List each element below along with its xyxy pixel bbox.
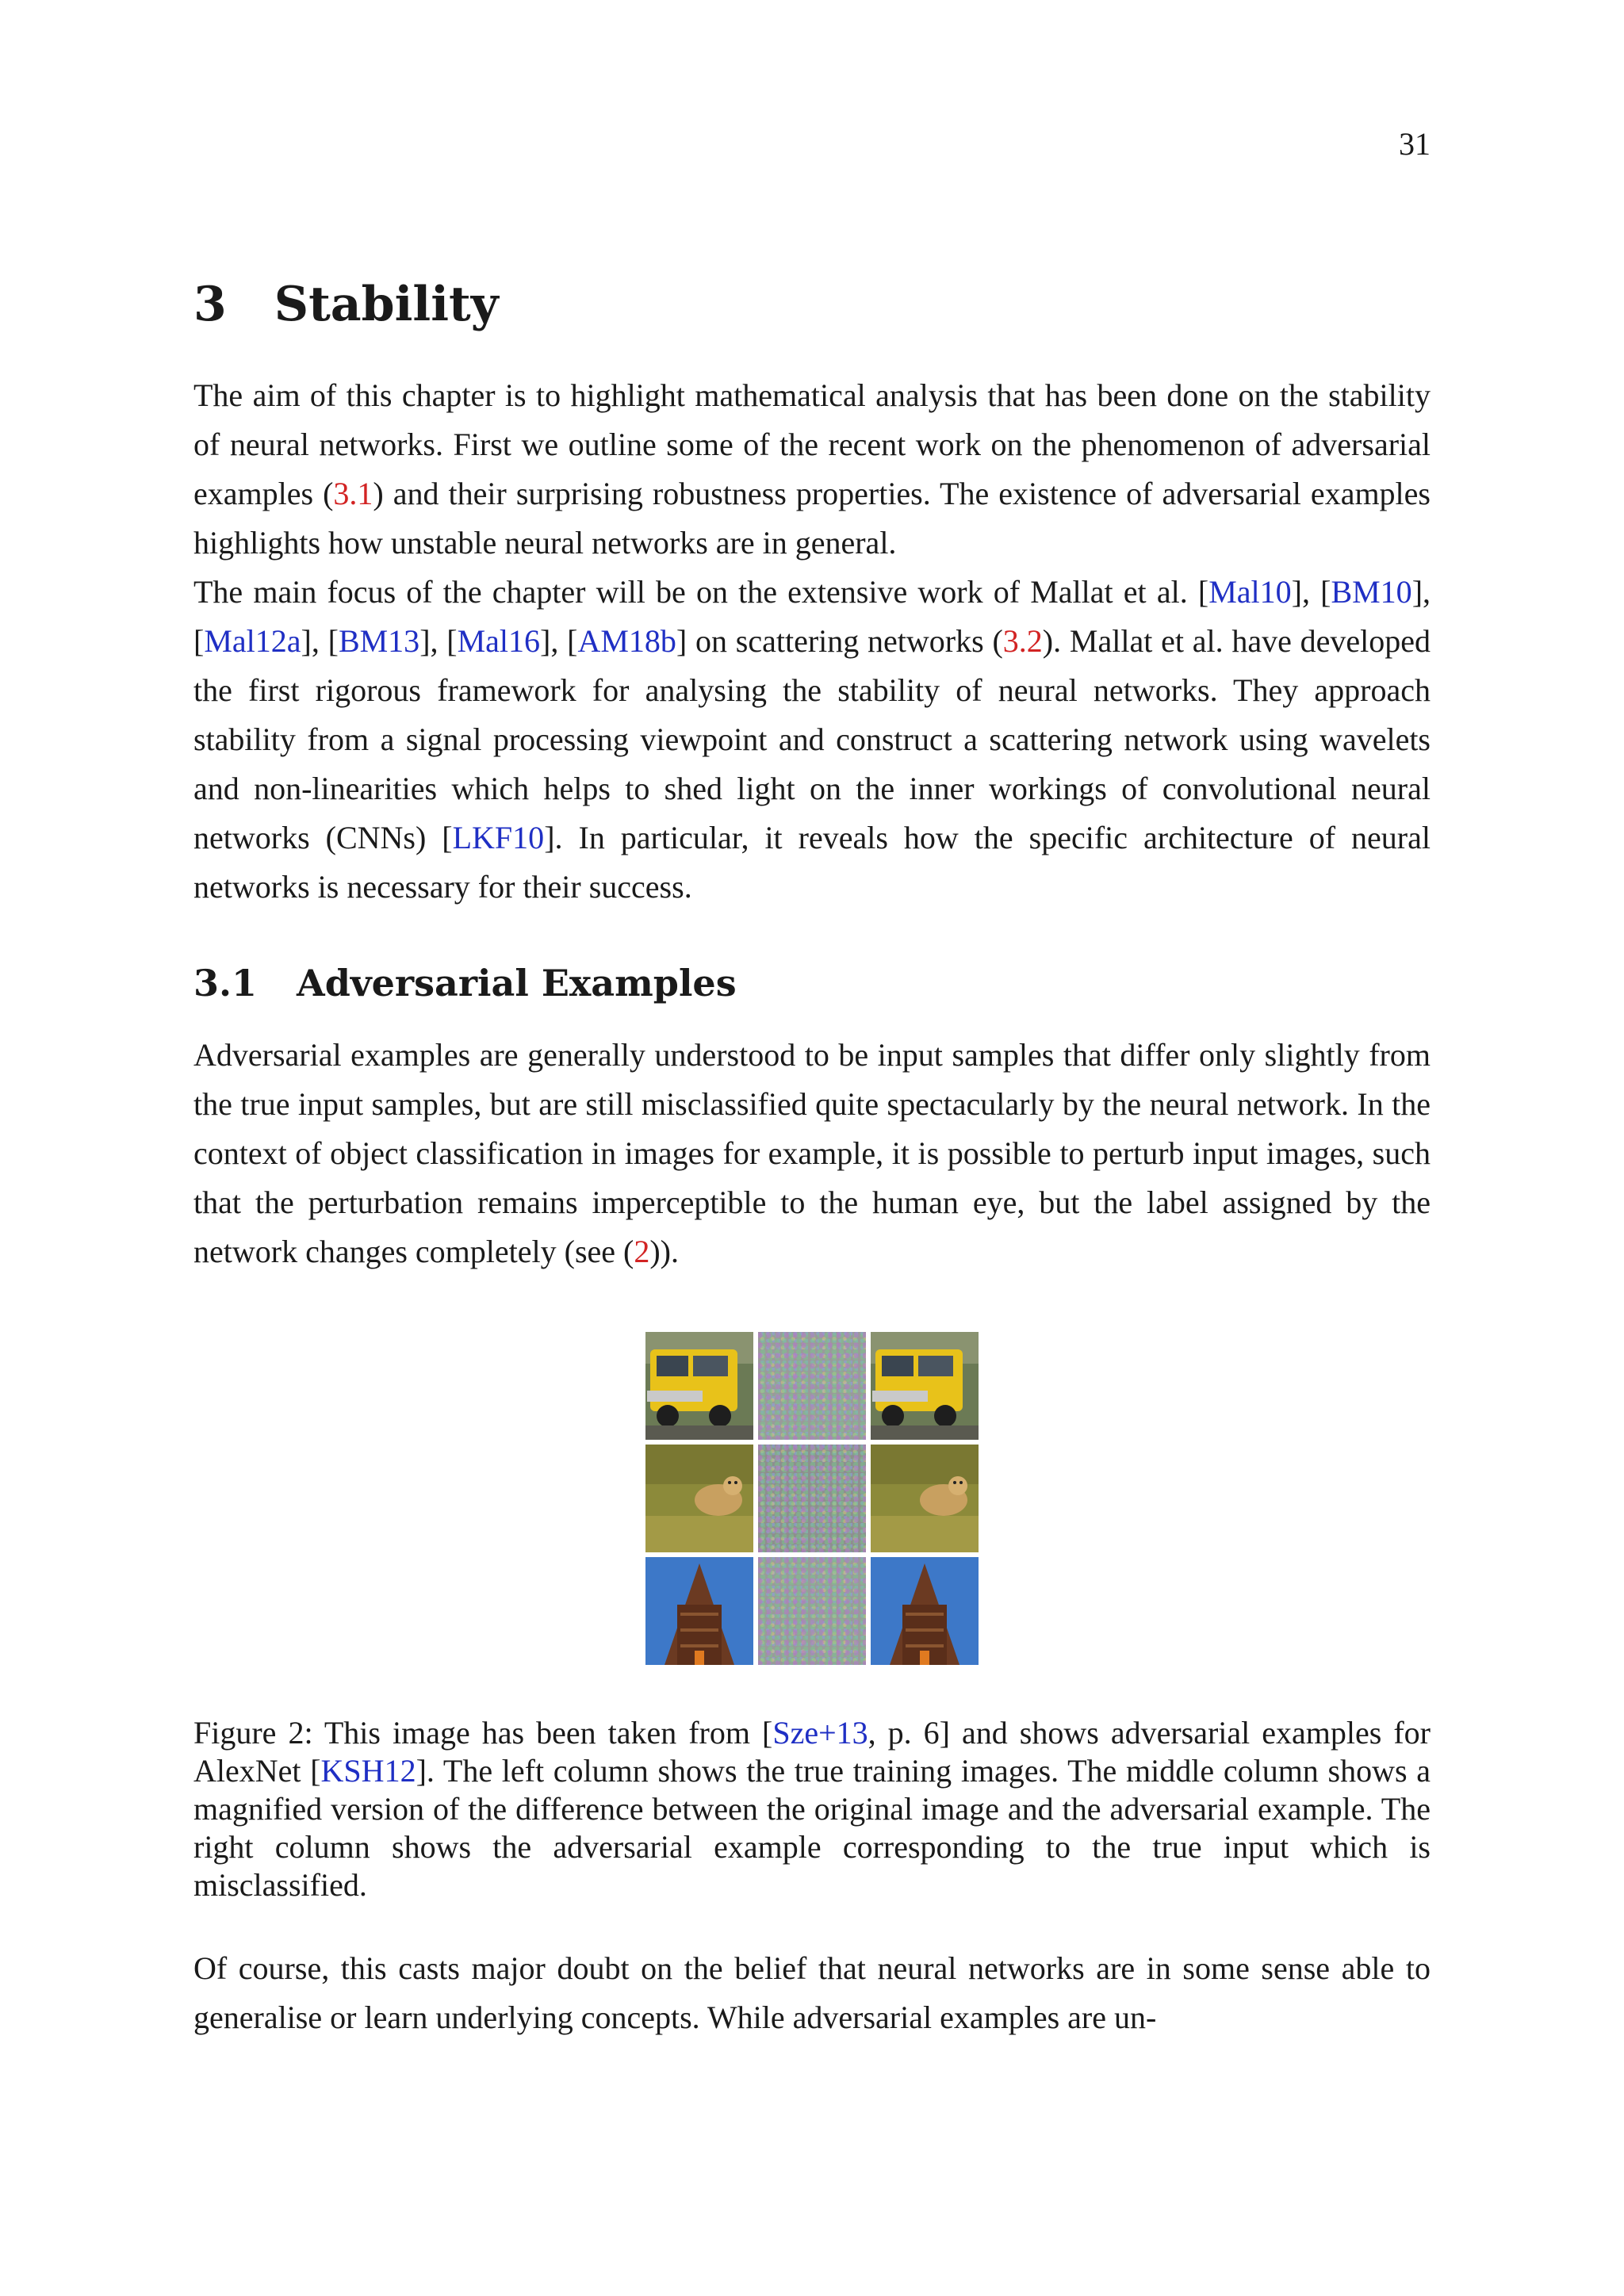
text: ], [ (419, 623, 458, 659)
content (193, 276, 1431, 2042)
section-paragraph (193, 1031, 1431, 1276)
adversarial-image-grid (645, 1332, 979, 1670)
text: ], [ (301, 623, 339, 659)
chapter-number: 3 (193, 277, 227, 332)
section-ref-3-1[interactable]: 3.1 (333, 476, 373, 511)
bus-original-image (645, 1332, 753, 1440)
text: ], [ (193, 574, 1431, 659)
text: Adversarial examples are generally understood to be input samples that differ only slightly from the true input samples, but are still misclassified quite spectacularly by the neural network. In the context of object classification in images for example, it is possible to perturb input images, such that the perturbation remains imperceptible to the human eye, but the label assigned by the network changes completely (see ( (193, 1037, 1431, 1269)
citation-ksh12[interactable]: KSH12 (320, 1753, 416, 1789)
chapter-title: Stability (274, 277, 499, 332)
intro-paragraph-2 (193, 568, 1431, 912)
citation-lkf10[interactable]: LKF10 (452, 820, 545, 855)
text: ). Mallat et al. have developed the first rigorous framework for analysing the stability of neural networks. They approach stability from a signal processing viewpoint and construct a scattering network using wavelets and non-linearities which helps to shed light on the inner workings of convolutional neural networks (CNNs) [ (193, 623, 1431, 855)
text: ] on scattering networks ( (676, 623, 1003, 659)
temple-adversarial-image (871, 1557, 979, 1665)
text: Figure 2: This image has been taken from [ (193, 1715, 773, 1751)
section-ref-3-2[interactable]: 3.2 (1002, 623, 1043, 659)
citation-mal10[interactable]: Mal10 (1208, 574, 1292, 610)
section-number: 3.1 (193, 962, 258, 1004)
citation-sze13[interactable]: Sze+13 (772, 1715, 868, 1751)
temple-original-image (645, 1557, 753, 1665)
text: )). (649, 1234, 679, 1269)
bus-difference-image (758, 1332, 866, 1440)
citation-mal12a[interactable]: Mal12a (204, 623, 301, 659)
citation-am18b[interactable]: AM18b (577, 623, 676, 659)
text: , p. 6] and shows adversarial examples for AlexNet [ (193, 1715, 1431, 1789)
figure-ref-2[interactable]: 2 (634, 1234, 650, 1269)
dog-original-image (645, 1445, 753, 1552)
final-paragraph: Of course, this casts major doubt on the belief that neural networks are in some sense able to generalise or learn underlying concepts. While adversarial examples are un- (193, 1950, 1431, 2035)
bus-adversarial-image (871, 1332, 979, 1440)
text: ], [ (1291, 574, 1331, 610)
figure-caption (193, 1714, 1431, 1904)
section-title: Adversarial Examples (297, 962, 737, 1004)
text: ]. The left column shows the true training images. The middle column shows a magnified version of the difference between the original image and the adversarial example. The right column shows the adversarial example corresponding to the true input which is misclassified. (193, 1753, 1431, 1903)
chapter-heading (193, 276, 1431, 333)
text: ]. In particular, it reveals how the specific architecture of neural networks is necessary for their success. (193, 820, 1431, 905)
text: ], [ (540, 623, 578, 659)
text: The aim of this chapter is to highlight mathematical analysis that has been done on the stability of neural networks. First we outline some of the recent work on the phenomenon of adversarial examples ( (193, 377, 1431, 511)
dog-adversarial-image (871, 1445, 979, 1552)
citation-bm10[interactable]: BM10 (1331, 574, 1412, 610)
dog-difference-image (758, 1445, 866, 1552)
citation-mal16[interactable]: Mal16 (457, 623, 541, 659)
section-heading (193, 959, 1431, 1007)
temple-difference-image (758, 1557, 866, 1665)
citation-bm13[interactable]: BM13 (338, 623, 420, 659)
text: The main focus of the chapter will be on the extensive work of Mallat et al. [ (193, 574, 1209, 610)
figure-2 (645, 1332, 979, 1670)
intro-paragraph-1 (193, 371, 1431, 568)
text: ) and their surprising robustness properties. The existence of adversarial examples highlights how unstable neural networks are in general. (193, 476, 1431, 561)
page-number: 31 (1399, 126, 1431, 162)
